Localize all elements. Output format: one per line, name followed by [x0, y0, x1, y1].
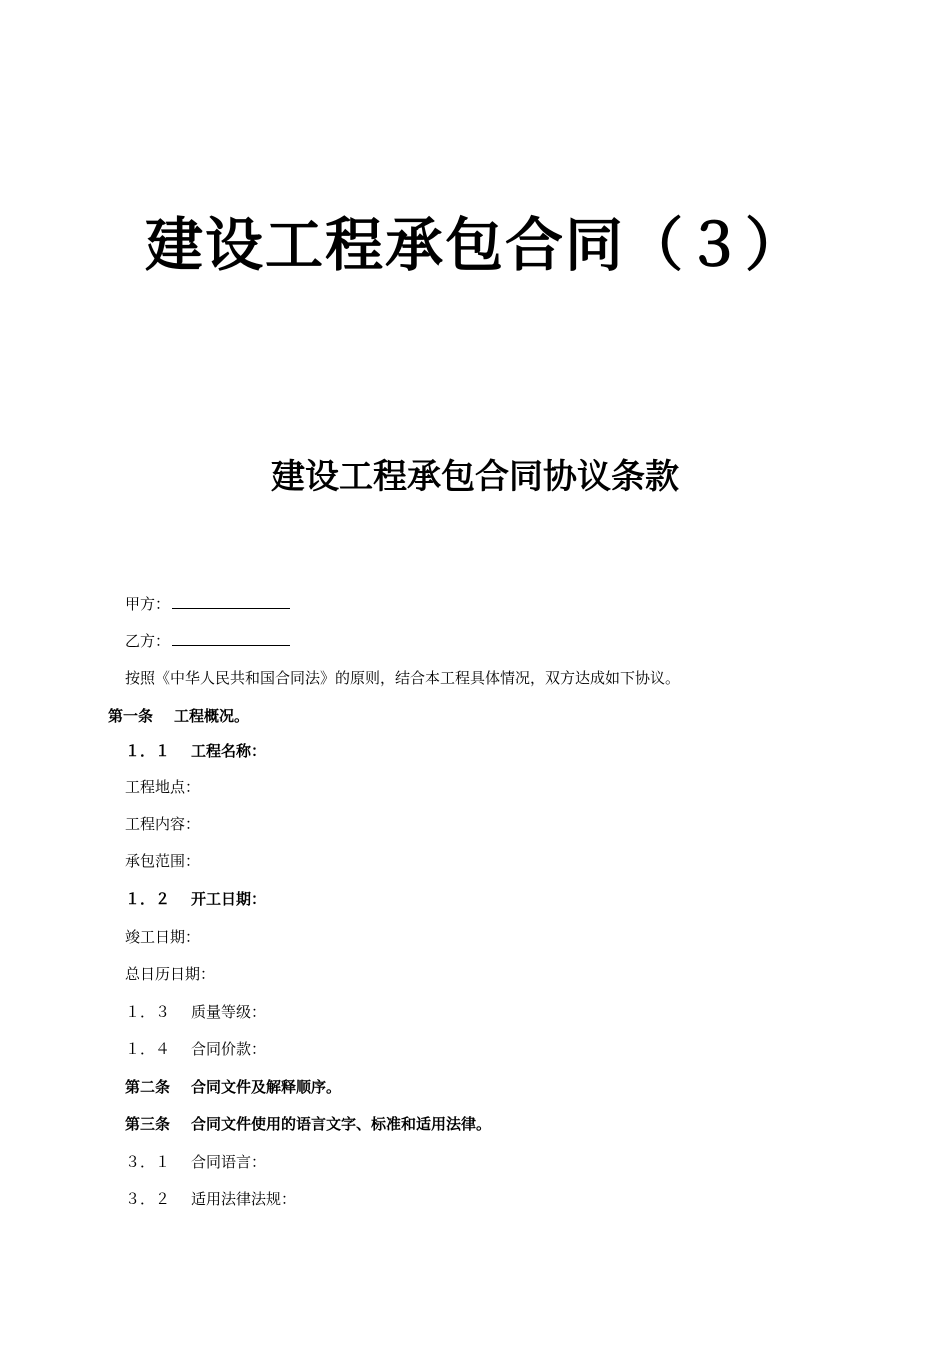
total-days-line: 总日历日期：: [125, 965, 216, 983]
article-3-heading: [125, 1114, 491, 1134]
party-a-label: 甲方：: [125, 595, 171, 613]
article-1-heading: [108, 706, 249, 726]
section-3-2-number: ３．２: [125, 1190, 171, 1208]
section-1-4: [125, 1039, 266, 1059]
contract-scope-line: 承包范围：: [125, 852, 201, 870]
section-3-1-number: ３．１: [125, 1153, 171, 1171]
article-1-number: 第一条: [108, 707, 154, 725]
section-3-1: [125, 1152, 266, 1172]
section-3-1-label: 合同语言：: [191, 1153, 267, 1171]
section-1-4-label: 合同价款：: [191, 1040, 267, 1058]
section-3-2: [125, 1189, 296, 1209]
section-1-1-number: １．１: [125, 742, 171, 760]
section-1-2-label: 开工日期：: [191, 890, 267, 908]
project-site-line: 工程地点：: [125, 778, 201, 796]
section-1-3: [125, 1002, 266, 1022]
completion-date-line: 竣工日期：: [125, 928, 201, 946]
section-1-3-label: 质量等级：: [191, 1003, 267, 1021]
party-a-blank: [172, 594, 290, 609]
article-3-title: 合同文件使用的语言文字、标准和适用法律。: [191, 1115, 492, 1133]
section-1-2: [125, 889, 266, 909]
party-b-blank: [172, 631, 290, 646]
project-content-line: 工程内容：: [125, 815, 201, 833]
party-a-line: [125, 594, 290, 614]
section-1-1-label: 工程名称：: [191, 742, 267, 760]
sub-title: 建设工程承包合同协议条款: [271, 457, 679, 497]
party-b-line: [125, 631, 290, 651]
section-1-1: [125, 741, 266, 761]
main-title: 建设工程承包合同（３）: [144, 211, 805, 279]
article-1-title: 工程概况。: [174, 707, 250, 725]
article-2-title: 合同文件及解释顺序。: [191, 1078, 342, 1096]
party-b-label: 乙方：: [125, 632, 171, 650]
article-3-number: 第三条: [125, 1115, 171, 1133]
section-1-3-number: １．３: [125, 1003, 171, 1021]
intro-paragraph: 按照《中华人民共和国合同法》的原则，结合本工程具体情况，双方达成如下协议。: [125, 669, 681, 687]
article-2-heading: [125, 1077, 341, 1097]
section-1-2-number: １．２: [125, 890, 171, 908]
section-3-2-label: 适用法律法规：: [191, 1190, 297, 1208]
section-1-4-number: １．４: [125, 1040, 171, 1058]
article-2-number: 第二条: [125, 1078, 171, 1096]
